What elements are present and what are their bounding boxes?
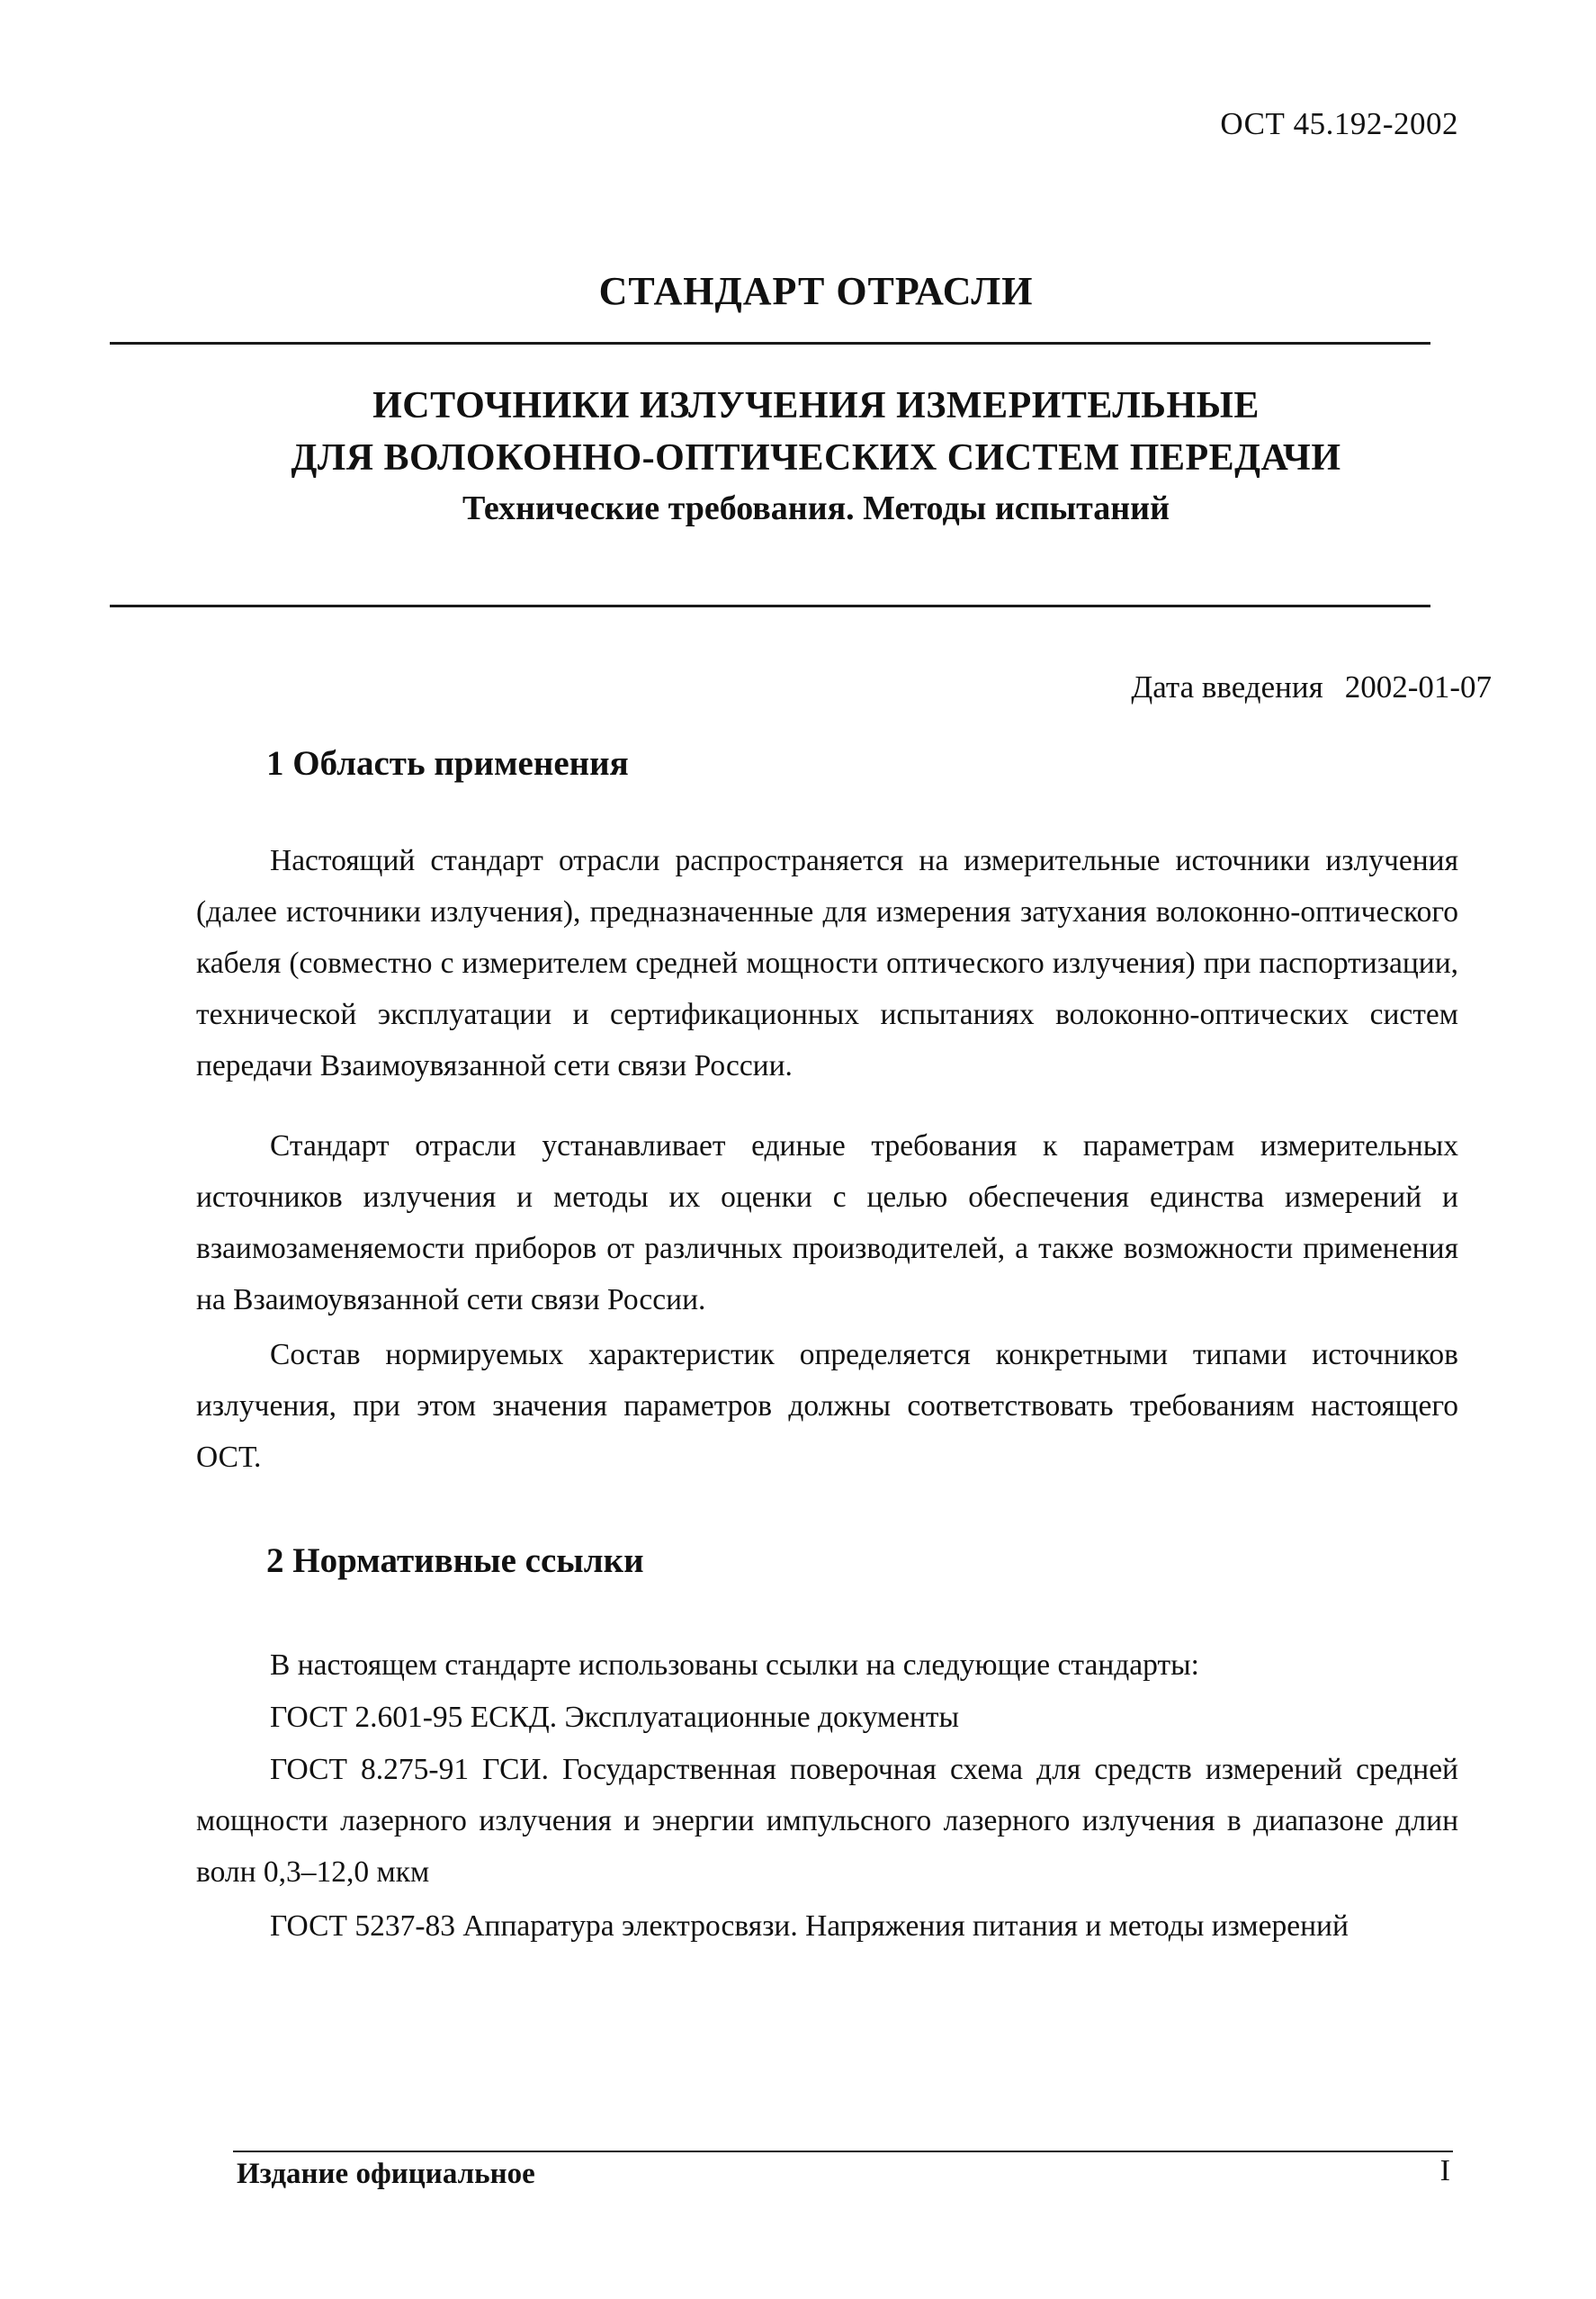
section-2-paragraph-1: В настоящем стандарте использованы ссылки на следующие стандарты:: [270, 1648, 1199, 1682]
document-code: ОСТ 45.192-2002: [1220, 106, 1458, 141]
section-1-heading: 1 Область применения: [266, 744, 629, 783]
divider-bottom: [110, 605, 1430, 607]
intro-date-value: 2002-01-07: [1344, 669, 1492, 705]
standard-type-heading: СТАНДАРТ ОТРАСЛИ: [598, 269, 1034, 313]
page-number: I: [1439, 2154, 1450, 2187]
intro-date: [1131, 669, 1492, 705]
footer-edition: Издание официальное: [237, 2158, 535, 2190]
section-1-paragraph-2: Стандарт отрасли устанавливает единые требования к параметрам измерительных источников излучения и методы их оценки с целью обеспечения единства измерений и взаимозаменяемости приборов от различных производителей, а также возможности применения на Взаимоувязанной сети связи России.: [196, 1129, 1458, 1316]
footer-divider: [233, 2151, 1453, 2152]
section-2-heading: 2 Нормативные ссылки: [266, 1541, 644, 1580]
title-subtitle: Технические требования. Методы испытаний: [462, 489, 1170, 527]
section-2-reference-2: ГОСТ 8.275-91 ГСИ. Государственная поверочная схема для средств измерений средней мощности лазерного излучения и энергии импульсного лазерного излучения в диапазоне длин волн 0,3–12,0 мкм: [196, 1753, 1458, 1889]
section-2-reference-3: ГОСТ 5237-83 Аппаратура электросвязи. Напряжения питания и методы измерений: [270, 1909, 1349, 1943]
section-1-paragraph-3: Состав нормируемых характеристик определяется конкретными типами источников излучения, при этом значения параметров должны соответствовать требованиям настоящего ОСТ.: [196, 1338, 1458, 1474]
section-1-paragraph-1: Настоящий стандарт отрасли распространяется на измерительные источники излучения (далее источники излучения), предназначенные для измерения затухания волоконно-оптического кабеля (совместно с измерителем средней мощности оптического излучения) при паспортизации, технической эксплуатации и сертификационных испытаниях волоконно-оптических систем передачи Взаимоувязанной сети связи России.: [196, 844, 1458, 1082]
title-line-1: ИСТОЧНИКИ ИЗЛУЧЕНИЯ ИЗМЕРИТЕЛЬНЫЕ: [372, 385, 1260, 427]
divider-top: [110, 342, 1430, 345]
title-line-2: ДЛЯ ВОЛОКОННО-ОПТИЧЕСКИХ СИСТЕМ ПЕРЕДАЧИ: [291, 437, 1341, 479]
document-title: [0, 380, 1596, 533]
intro-date-label: Дата введения: [1131, 669, 1323, 705]
section-2-reference-1: ГОСТ 2.601-95 ЕСКД. Эксплуатационные документы: [270, 1701, 960, 1734]
